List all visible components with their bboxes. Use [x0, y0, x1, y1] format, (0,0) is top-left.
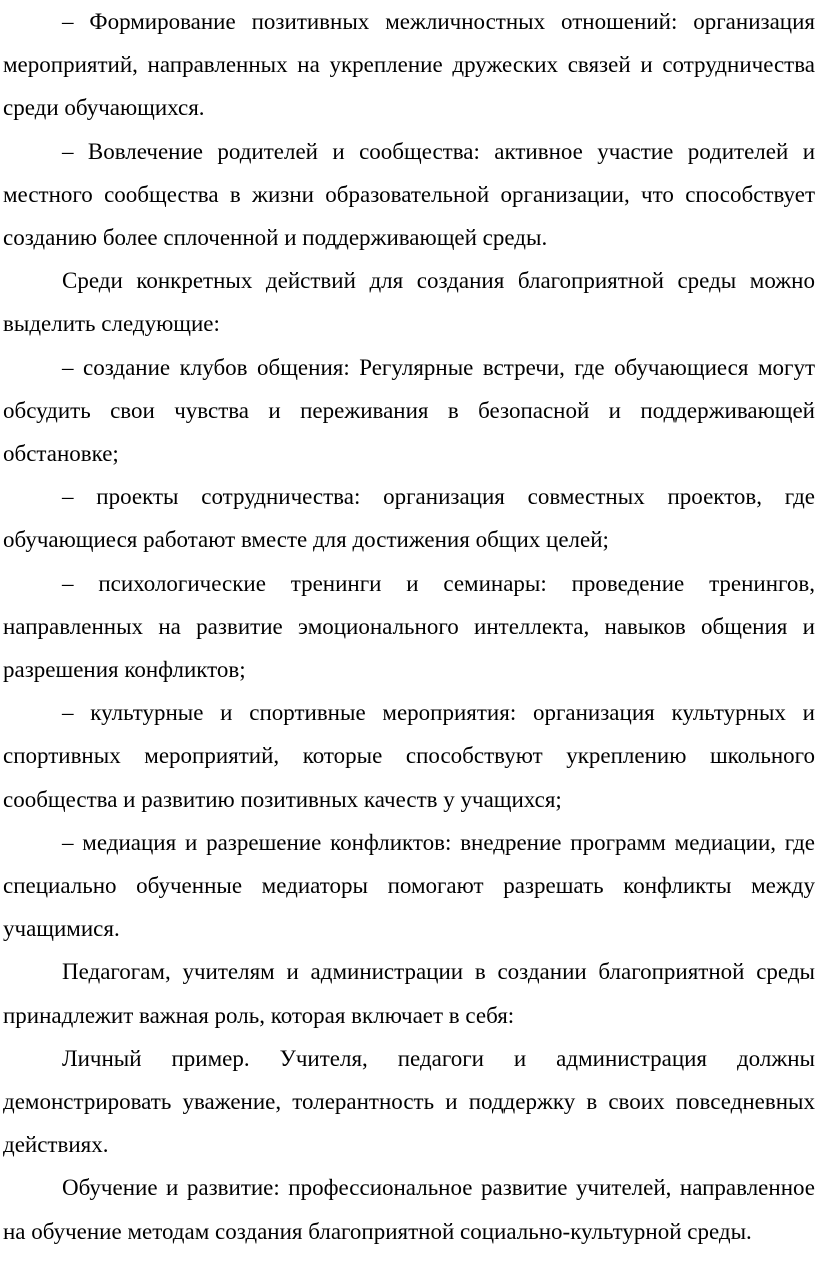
- paragraph-text: проекты сотрудничества: организация совместных проектов, где обучающиеся работают вместе для достижения общих целей;: [3, 484, 816, 553]
- dash-bullet: –: [62, 700, 74, 726]
- paragraph-text: Формирование позитивных межличностных отношений: организация мероприятий, направленных на укрепление дружеских связей и сотрудничества среди обучающихся.: [3, 9, 815, 121]
- paragraph-text: медиация и разрешение конфликтов: внедрение программ медиации, где специально обученные медиаторы помогают разрешать конфликты между учащимися.: [3, 829, 816, 942]
- dash-bullet: –: [62, 9, 74, 34]
- bullet-paragraph: [3, 346, 815, 476]
- body-paragraph: [3, 259, 815, 345]
- dash-bullet: –: [62, 484, 74, 510]
- bullet-paragraph: [3, 821, 815, 951]
- dash-bullet: –: [62, 354, 74, 380]
- paragraph-text: Педагогам, учителям и администрации в создании благоприятной среды принадлежит важная роль, которая включает в себя:: [3, 959, 815, 1028]
- dash-bullet: –: [62, 829, 74, 855]
- paragraph-text: психологические тренинги и семинары: проведение тренингов, направленных на развитие эмоционального интеллекта, навыков общения и разрешения конфликтов;: [3, 570, 816, 683]
- bullet-paragraph: [3, 0, 815, 130]
- paragraph-text: Среди конкретных действий для создания благоприятной среды можно выделить следующие:: [3, 268, 815, 337]
- bullet-paragraph: [3, 475, 815, 561]
- body-paragraph: [3, 1166, 815, 1252]
- paragraph-text: Вовлечение родителей и сообщества: активное участие родителей и местного сообщества в жизни образовательной организации, что способствует созданию более сплоченной и поддерживающей среды.: [3, 138, 815, 251]
- dash-bullet: –: [62, 138, 74, 164]
- document-page: [3, 0, 815, 1253]
- dash-bullet: –: [62, 570, 74, 596]
- paragraph-text: создание клубов общения: Регулярные встречи, где обучающиеся могут обсудить свои чувства и переживания в безопасной и поддерживающей обстановке;: [3, 354, 815, 467]
- bullet-paragraph: [3, 130, 815, 260]
- bullet-paragraph: [3, 691, 815, 821]
- body-paragraph: [3, 950, 815, 1036]
- body-paragraph: [3, 1037, 815, 1167]
- paragraph-text: Обучение и развитие: профессиональное развитие учителей, направленное на обучение методам создания благоприятной социально-культурной среды.: [3, 1175, 815, 1244]
- paragraph-text: культурные и спортивные мероприятия: организация культурных и спортивных мероприятий, которые способствуют укреплению школьного сообщества и развитию позитивных качеств у учащихся;: [3, 700, 815, 812]
- bullet-paragraph: [3, 562, 815, 692]
- paragraph-text: Личный пример. Учителя, педагоги и администрация должны демонстрировать уважение, толерантность и поддержку в своих повседневных действиях.: [3, 1045, 815, 1158]
